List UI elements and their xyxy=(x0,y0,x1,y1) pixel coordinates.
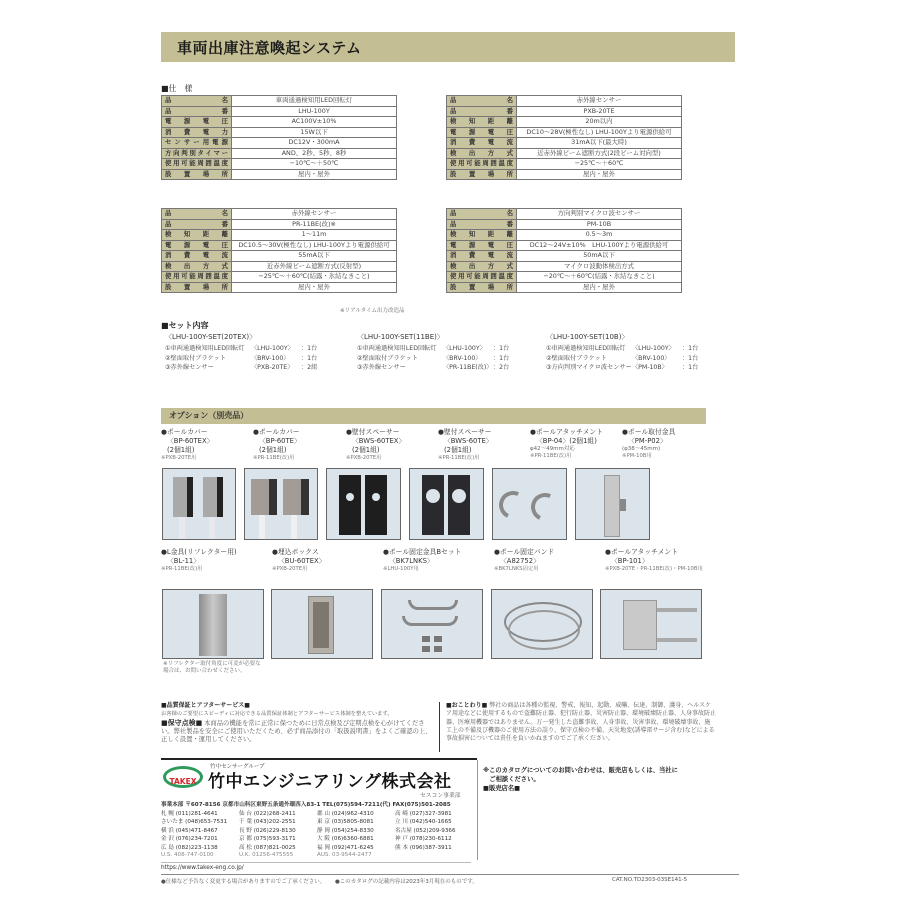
option-use: ※BK7LNKS固定用 xyxy=(494,566,539,572)
spec-key: 電源電圧 xyxy=(162,240,232,251)
option-bk7lnks xyxy=(383,548,461,573)
spec-table-led-light xyxy=(161,95,397,180)
spec-value: 屋内・屋外 xyxy=(232,282,397,293)
option-name: ●ポール取付金具 xyxy=(622,428,676,436)
option-model: 〈BP-60TEX〉 xyxy=(167,437,214,445)
spec-key: 検出方式 xyxy=(447,261,517,272)
spec-key: 設置場所 xyxy=(447,282,517,293)
spec-key: 電源電圧 xyxy=(162,117,232,128)
dealer-label: ■販売店名■ xyxy=(483,785,521,792)
options-heading: オプション（別売品） xyxy=(169,411,249,420)
option-model: 〈BK7LNKS〉 xyxy=(389,557,434,565)
reflector-note: ※リフレクター取付角度に可変が必要な場合は、お問い合わせください。 xyxy=(163,661,261,674)
spec-key: 消費電流 xyxy=(447,251,517,262)
spec-key: 品番 xyxy=(447,219,517,230)
spec-value: 車両通過検知用LED回転灯 xyxy=(232,96,397,107)
hq-address: 事業本部 〒607-8156 京都市山科区東野五条通外環西入83-1 TEL(075)594-7211(代) FAX(075)501-2085 xyxy=(161,802,451,808)
realtime-note: ※リアルタイム出力改造品 xyxy=(340,308,405,314)
set-10b xyxy=(546,332,702,372)
option-name: ●ポール固定バンド xyxy=(494,548,555,556)
spec-value: 近赤外線ビーム遮断方式(2段ビーム対向型) xyxy=(517,148,682,159)
spec-key: 検出方式 xyxy=(447,148,517,159)
spec-value: DC10〜28V(極性なし) LHU-100Yより電源供給可 xyxy=(517,127,682,138)
company-name: 竹中エンジニアリング株式会社 xyxy=(208,772,452,792)
spec-heading: ■仕 様 xyxy=(161,84,193,93)
option-bws-60tex xyxy=(346,428,405,462)
image-bu-60tex xyxy=(271,589,373,659)
set-20tex xyxy=(165,332,321,372)
spec-value: PXB-20TE xyxy=(517,106,682,117)
spec-value: −25℃〜＋60℃(結露・氷結なきこと) xyxy=(232,272,397,283)
option-name: ●壁付スペーサー xyxy=(438,428,492,436)
disclaimer-text: 弊社の商品は各種の監視、警戒、報知、起動、威嚇、伝達、制御、護身、ヘルスケア用途などに使用するもので盗難防止器、犯行防止器、災害防止器、環境破壊防止器、人身事故防止器、医療用機器ではありません。万一発生した盗難事故、人身事故、災害事故、環境破壊事故、施工上の不備及び機器のご使用方法の誤り、保守点検の不備、天災地変(誘導雷サージ含む)などによる事故損害については責任を負いかねますのでご了承ください。 xyxy=(446,702,717,743)
spec-table-pm-10b xyxy=(446,208,682,293)
quality-heading: ■品質保証とアフターサービス■ xyxy=(161,702,250,709)
set-item: ②壁面取付ブラケット 〈BRV-100〉 ：1台 xyxy=(357,354,510,362)
spec-key: 品名 xyxy=(162,209,232,220)
company-group: 竹中センサーグループ xyxy=(210,764,265,770)
spec-key: 設置場所 xyxy=(447,169,517,180)
image-bp-04 xyxy=(492,468,567,540)
quality-text: お客様のご要望にスピーディに対応できる品質保証体制とアフターサービス体制を整えています。 xyxy=(161,711,393,718)
spec-key: 電源電圧 xyxy=(447,240,517,251)
divider xyxy=(439,702,440,752)
option-use: ※PXB-20TE用 xyxy=(346,455,382,461)
company-url[interactable]: https://www.takex-eng.co.jp/ xyxy=(161,865,244,871)
spec-value: 赤外線センサー xyxy=(517,96,682,107)
set-heading: ■セット内容 xyxy=(161,321,209,330)
set-item: ③赤外線センサー 〈PR-11BE(改)〉 ：2台 xyxy=(357,364,510,372)
option-use: ※PXB-20TE用 xyxy=(272,566,308,572)
spec-key: 使用可能周囲温度 xyxy=(162,272,232,283)
spec-value: 屋内・屋外 xyxy=(517,282,682,293)
image-a82752 xyxy=(491,589,593,659)
spec-table-pr-11be xyxy=(161,208,397,293)
spec-key: 使用可能周囲温度 xyxy=(447,159,517,170)
option-model: 〈BP-101〉 xyxy=(611,557,649,565)
set-item: ①車両通過検知用LED回転灯 〈LHU-100Y〉 ：1台 xyxy=(357,345,510,353)
spec-value: −25℃〜＋60℃ xyxy=(517,159,682,170)
set-item: ③方向判別マイクロ波センサー 〈PM-10B〉 ：1台 xyxy=(546,364,699,372)
spec-key: 検知距離 xyxy=(162,230,232,241)
set-item: ③赤外線センサー 〈PXB-20TE〉 ：2組 xyxy=(165,364,318,372)
option-model: 〈BWS-60TEX〉 xyxy=(352,437,406,445)
spec-value: LHU-100Y xyxy=(232,106,397,117)
quality-block xyxy=(161,702,436,744)
image-bp-60tex xyxy=(162,468,236,540)
maintenance-text: 本商品の機能を常に正常に保つために日常点検及び定期点検を心がけてください。弊社製品を安全にご使用いただくため、必ず商品添付の「取扱説明書」をよくご確認の上、正しく設置・運用してください。 xyxy=(161,719,432,744)
spec-key: 使用可能周囲温度 xyxy=(447,272,517,283)
option-bp-60te xyxy=(253,428,301,462)
set-item: ①車両通過検知用LED回転灯 〈LHU-100Y〉 ：1台 xyxy=(546,345,699,353)
option-name: ●ポールカバー xyxy=(161,428,208,436)
spec-value: 赤外線センサー xyxy=(232,209,397,220)
spec-key: 検出方式 xyxy=(162,261,232,272)
option-extra: (2個1組) xyxy=(167,446,195,454)
spec-value: 50mA以下 xyxy=(517,251,682,262)
spec-value: PR-11BE(改)※ xyxy=(232,219,397,230)
set-title: 〈LHU-100Y-SET(10B)〉 xyxy=(546,333,629,341)
option-a82752 xyxy=(494,548,554,573)
spec-value: 屋内・屋外 xyxy=(517,169,682,180)
option-name: ●ポールアタッチメント xyxy=(530,428,604,436)
image-pm-p02 xyxy=(575,468,650,540)
catalog-number: CAT.NO.TD2303-03SE141-5 xyxy=(612,877,688,883)
spec-key: 電源電圧 xyxy=(447,127,517,138)
image-bp-101 xyxy=(600,589,702,659)
set-title: 〈LHU-100Y-SET(20TEX)〉 xyxy=(165,333,257,341)
option-use: ※PR-11BE(改)用 xyxy=(253,455,295,461)
inquiry-text: ご相談ください。 xyxy=(483,776,540,783)
option-name: ●ポール固定金具Bセット xyxy=(383,548,462,556)
url-rule xyxy=(161,862,471,863)
logo-text: TAKEX xyxy=(169,777,197,786)
option-name: ●ポールアタッチメント xyxy=(605,548,679,556)
takex-logo xyxy=(163,766,203,788)
option-model: 〈BWS-60TE〉 xyxy=(444,437,493,445)
inquiry-text: ※このカタログについてのお問い合わせは、販売店もしくは、当社に xyxy=(483,767,678,774)
office-row: 札 幌 (011)281-4641 仙 台 (022)268-2411 郡 山 (024)962-4310 高 崎 (027)327-3981 xyxy=(161,810,452,817)
option-model: 〈BU-60TEX〉 xyxy=(278,557,326,565)
option-name: ●ポールカバー xyxy=(253,428,300,436)
spec-value: 31mA以下(最大時) xyxy=(517,138,682,149)
option-bws-60te xyxy=(438,428,493,462)
spec-value: 20m以内 xyxy=(517,117,682,128)
spec-key: 消費電流 xyxy=(447,138,517,149)
set-11be xyxy=(357,332,513,372)
option-use: ※PXB-20TE用 xyxy=(161,455,197,461)
spec-key: 使用可能周囲温度 xyxy=(162,159,232,170)
option-model: 〈A82752〉 xyxy=(500,557,540,565)
option-use: ※PR-11BE(改)用 xyxy=(530,453,572,459)
office-row: 横 浜 (045)471-8467 長 野 (026)229-8130 静 岡 (054)254-8330 名古屋 (052)209-9366 xyxy=(161,827,456,834)
spec-value: DC12〜24V±10% LHU-100Yより電源供給可 xyxy=(517,240,682,251)
page-title: 車両出庫注意喚起システム xyxy=(177,39,362,57)
option-model: 〈BP-04〉(2個1組) xyxy=(536,437,597,445)
option-extra: (2個1組) xyxy=(352,446,380,454)
option-name: ●埋込ボックス xyxy=(272,548,319,556)
option-bl-11 xyxy=(161,548,237,573)
spec-value: 15W以下 xyxy=(232,127,397,138)
option-model: 〈BL-11〉 xyxy=(167,557,201,565)
spec-key: 品番 xyxy=(447,106,517,117)
footer-note-spec: ●仕様など予告なく変更する場合がありますのでご了承ください。 xyxy=(161,879,326,885)
option-model: 〈BP-60TE〉 xyxy=(259,437,301,445)
office-row: さいたま (048)653-7531 千 葉 (043)202-2551 東 京 (03)5805-8081 立 川 (042)540-1665 xyxy=(161,819,452,826)
spec-value: 55mA以下 xyxy=(232,251,397,262)
option-pm-p02 xyxy=(622,428,675,460)
option-sub: φ42〜49mm対応 xyxy=(530,446,575,452)
spec-value: −20℃〜＋60℃(結露・氷結なきこと) xyxy=(517,272,682,283)
image-bws-60te xyxy=(409,468,484,540)
spec-value: 屋内・屋外 xyxy=(232,169,397,180)
spec-key: 品名 xyxy=(447,209,517,220)
office-row: 金 沢 (076)234-7201 京 都 (075)593-3171 大 阪 (06)6360-6881 神 戸 (078)230-6112 xyxy=(161,836,452,843)
company-division: セスコン事業部 xyxy=(420,793,461,799)
spec-key: 消費電力 xyxy=(162,127,232,138)
spec-value: 近赤外線ビーム遮断方式(反射型) xyxy=(232,261,397,272)
inquiry-block xyxy=(483,766,678,793)
option-model: 〈PM-P02〉 xyxy=(628,437,667,445)
image-bws-60tex xyxy=(326,468,401,540)
option-extra: (2個1組) xyxy=(259,446,287,454)
maintenance-heading: ■保守点検■ xyxy=(161,718,203,727)
spec-key: 品番 xyxy=(162,219,232,230)
spec-table-pxb-20te xyxy=(446,95,682,180)
image-bl-11 xyxy=(162,589,264,659)
set-item: ②壁面取付ブラケット 〈BRV-100〉 ：1台 xyxy=(165,354,318,362)
office-row: 広 島 (082)223-1138 高 松 (087)821-0025 福 岡 (092)471-6245 熊 本 (096)387-3911 xyxy=(161,844,452,851)
option-name: ●壁付スペーサー xyxy=(346,428,400,436)
spec-value: マイクロ波動体検出方式 xyxy=(517,261,682,272)
image-bp-60te xyxy=(244,468,318,540)
set-title: 〈LHU-100Y-SET(11BE)〉 xyxy=(357,333,444,341)
image-bk7lnks xyxy=(381,589,483,659)
page-title-bar xyxy=(161,32,735,62)
spec-key: 設置場所 xyxy=(162,282,232,293)
option-bp-04 xyxy=(530,428,603,460)
set-item: ②壁面取付ブラケット 〈BRV-100〉 ：1台 xyxy=(546,354,699,362)
office-list xyxy=(161,800,473,860)
set-item: ①車両通過検知用LED回転灯 〈LHU-100Y〉 ：1台 xyxy=(165,345,318,353)
disclaimer-heading: ■おことわり■ xyxy=(446,702,488,709)
option-bu-60tex xyxy=(272,548,325,573)
option-sub: (φ38〜45mm) xyxy=(622,446,661,452)
company-top-rule xyxy=(161,758,477,760)
spec-value: AC100V±10% xyxy=(232,117,397,128)
spec-value: DC12V・300mA xyxy=(232,138,397,149)
option-use: ※PXB-20TE・PR-11BE(改)・PM-10B用 xyxy=(605,566,703,572)
option-name: ●L金具(リフレクター用) xyxy=(161,548,237,556)
spec-value: 0.5〜3m xyxy=(517,230,682,241)
spec-value: DC10.5〜30V(極性なし) LHU-100Yより電源供給可 xyxy=(232,240,397,251)
spec-value: 1〜11m xyxy=(232,230,397,241)
spec-value: AND、2秒、5秒、8秒 xyxy=(232,148,397,159)
option-use: ※PM-10B用 xyxy=(622,453,652,459)
spec-value: −10℃〜＋50℃ xyxy=(232,159,397,170)
footer-note-date: ●このカタログの記載内容は2023年3月現在のものです。 xyxy=(335,879,478,885)
footer-rule xyxy=(161,874,739,875)
spec-key: 方向判別タイマー xyxy=(162,148,232,159)
intl-office-row: U.S. 408-747-0100 U.K. 01256-475555 AUS. 03-9544-2477 xyxy=(161,851,372,858)
spec-value: PM-10B xyxy=(517,219,682,230)
option-extra: (2個1組) xyxy=(444,446,472,454)
spec-key: 品名 xyxy=(447,96,517,107)
spec-key: 設置場所 xyxy=(162,169,232,180)
spec-key: 消費電流 xyxy=(162,251,232,262)
spec-key: 検知距離 xyxy=(447,230,517,241)
disclaimer-block xyxy=(446,702,716,743)
spec-key: 品名 xyxy=(162,96,232,107)
option-use: ※PR-11BE(改)用 xyxy=(161,566,203,572)
option-use: ※LHU-100Y用 xyxy=(383,566,419,572)
options-header-bar xyxy=(161,408,706,424)
divider xyxy=(477,760,478,860)
spec-key: 品番 xyxy=(162,106,232,117)
spec-value: 方向判別マイクロ波センサー xyxy=(517,209,682,220)
spec-key: センサー用電源 xyxy=(162,138,232,149)
spec-key: 検知距離 xyxy=(447,117,517,128)
option-bp-60tex xyxy=(161,428,213,462)
option-use: ※PR-11BE(改)用 xyxy=(438,455,480,461)
option-bp-101 xyxy=(605,548,715,573)
